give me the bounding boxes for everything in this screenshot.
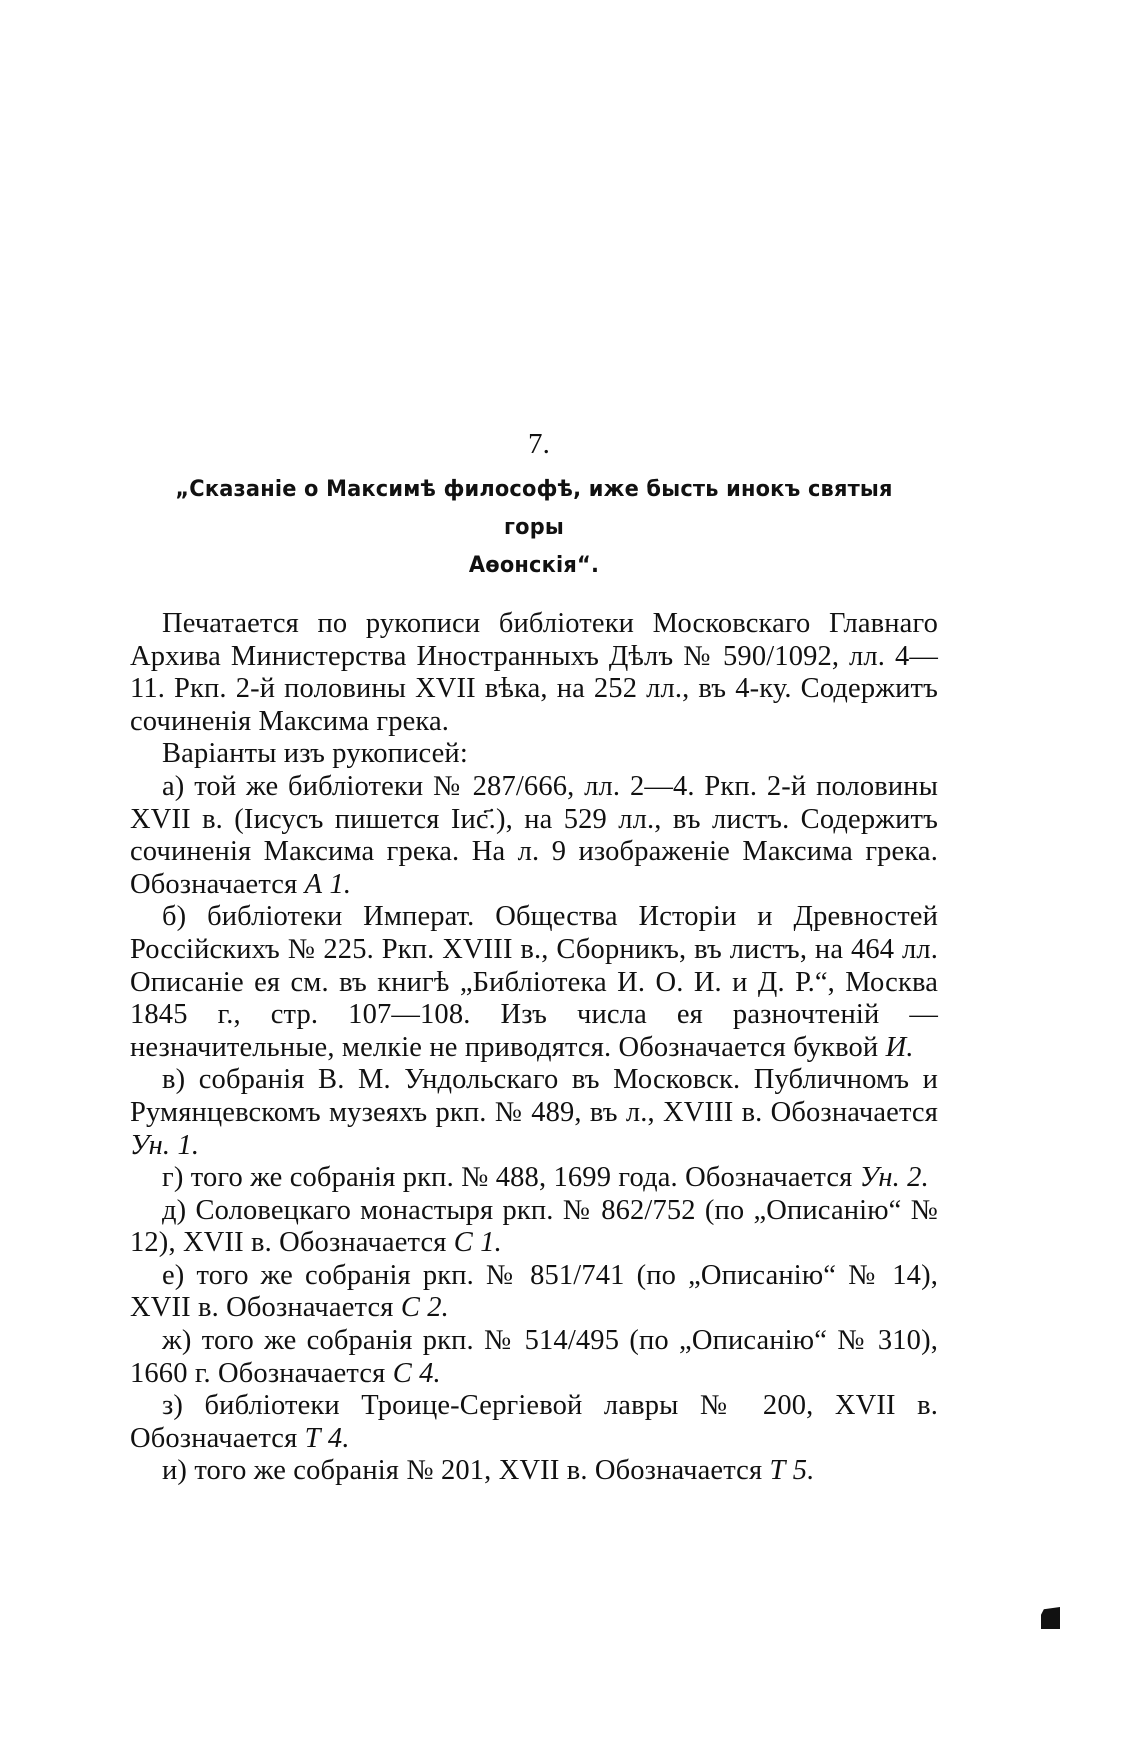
siglum: Ун. 2. [859, 1162, 929, 1194]
paragraph-variant-i [130, 1455, 938, 1488]
siglum: С 2. [400, 1292, 449, 1324]
paragraph-variant-b [130, 901, 938, 1064]
paragraph-text: Печатается по рукописи библіотеки Московскаго Главнаго Архива Министерства Иностранныхъ Дѣлъ № 590/1092, лл. 4—11. Ркп. 2-й половины XVII вѣка, на 252 лл., въ 4-ку. Содержитъ сочиненія Максима грека. [130, 608, 938, 737]
paragraph-variants-heading [130, 738, 938, 771]
paragraph-variant-a [130, 771, 938, 901]
paragraph-variant-zh [130, 1325, 938, 1390]
section-title [158, 470, 909, 584]
title-line-1: „Сказаніе о Максимѣ философѣ, иже бысть инокъ святыя горы [175, 476, 893, 540]
paragraph-text: е) того же собранія ркп. № 851/741 (по „Описанію“ № 14), XVII в. Обозначается [130, 1259, 938, 1324]
section-number: 7. [527, 428, 551, 460]
paragraph-variant-v [130, 1064, 938, 1162]
paragraph-text: д) Соловецкаго монастыря ркп. № 862/752 (по „Описанію“ № 12), XVII в. Обозначается [130, 1194, 938, 1259]
siglum: А 1. [304, 868, 352, 900]
paragraph-variant-z [130, 1390, 938, 1455]
paragraph-variant-d [130, 1195, 938, 1260]
paragraph-text: в) собранія В. М. Ундольскаго въ Московск. Публичномъ и Румянцевскомъ музеяхъ ркп. № 489, въ л., XVIII в. Обозначается [130, 1064, 938, 1128]
siglum: Т 4. [304, 1422, 350, 1454]
paragraph-text: б) библіотеки Императ. Общества Исторіи и Древностей Россійскихъ № 225. Ркп. XVIII в., Сборникъ, въ листъ, на 464 лл. Описаніе ея см. въ книгѣ „Библіотека И. О. И. и Д. Р.“, Москва 1845 г., стр. 107—108. Изъ числа ея разночтеній — незначительные, мелкіе не приводятся. Обозначается буквой [130, 901, 938, 1063]
paragraph-variant-g [130, 1162, 938, 1195]
siglum: С 1. [453, 1227, 502, 1259]
siglum: Т 5. [769, 1455, 815, 1487]
paragraph-text: г) того же собранія ркп. № 488, 1699 года. Обозначается [162, 1162, 853, 1194]
paragraph-source [130, 608, 938, 738]
paragraph-variant-e [130, 1260, 938, 1325]
page-content [130, 428, 938, 1488]
paragraph-text: з) библіотеки Троице-Сергіевой лавры № 200, XVII в. Обозначается [130, 1390, 938, 1454]
paragraph-text: Варіанты изъ рукописей: [162, 738, 468, 770]
siglum: Ун. 1. [130, 1129, 200, 1161]
paragraph-text: а) той же библіотеки № 287/666, лл. 2—4. Ркп. 2-й половины XVII в. (Іисусъ пишется Іис҃.), на 529 лл., въ листъ. Содержитъ сочиненія Максима грека. На л. 9 изображеніе Максима грека. Обозначается [130, 770, 938, 900]
paragraph-text: и) того же собранія № 201, XVII в. Обозначается [162, 1455, 763, 1487]
siglum: И. [885, 1031, 914, 1063]
print-mark [1041, 1607, 1060, 1629]
siglum: С 4. [392, 1357, 441, 1389]
paragraph-text: ж) того же собранія ркп. № 514/495 (по „Описанію“ № 310), 1660 г. Обозначается [130, 1325, 938, 1389]
title-line-2: Аѳонскія“. [468, 552, 600, 578]
